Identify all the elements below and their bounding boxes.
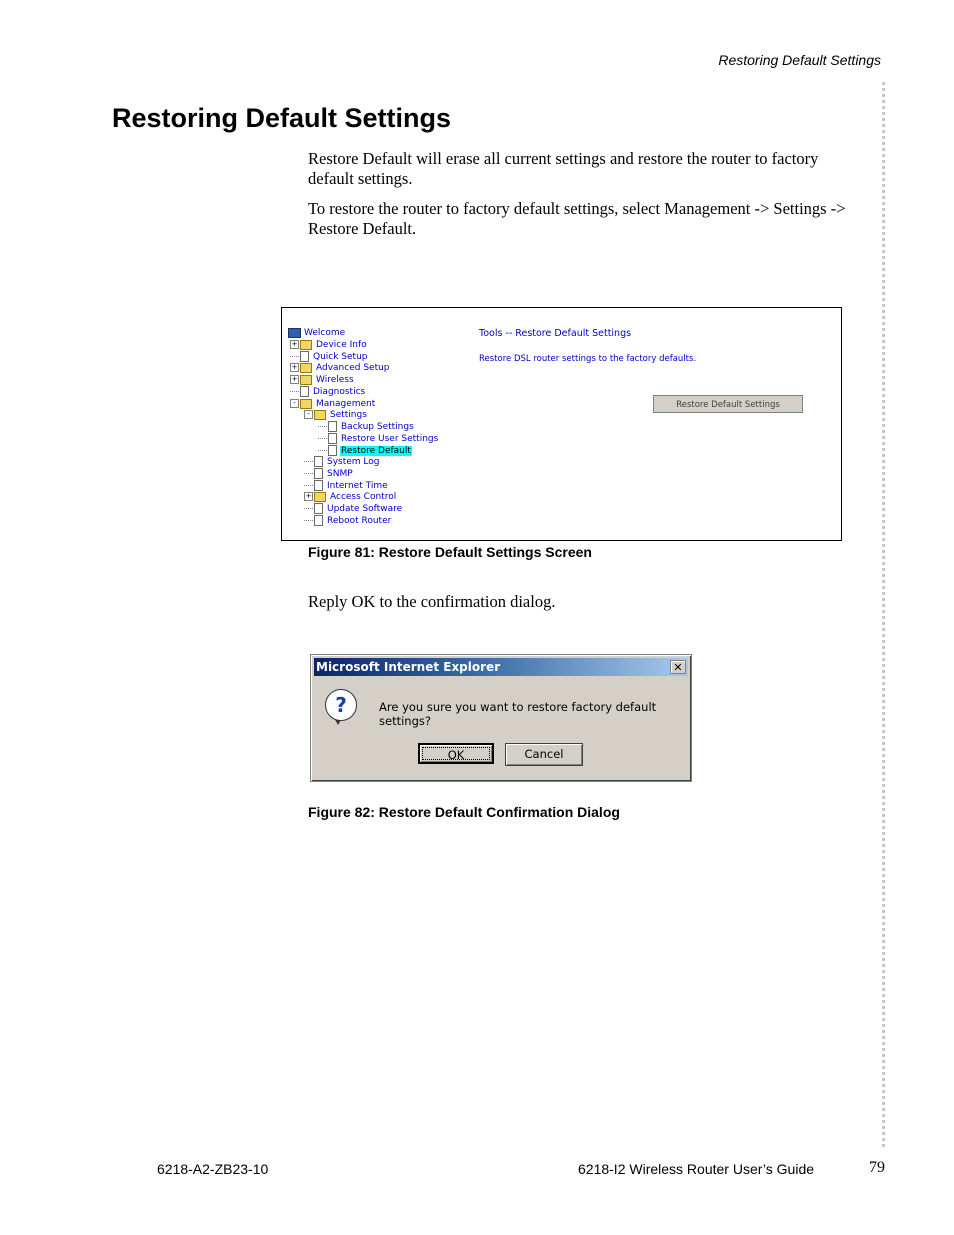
page-icon [314, 468, 323, 479]
tree-item-wireless[interactable]: + Wireless [291, 375, 354, 385]
dialog-titlebar[interactable] [314, 658, 688, 676]
page-icon [328, 421, 337, 432]
tree-item-snmp[interactable]: SNMP [304, 468, 354, 480]
tree-item-update-software[interactable]: Update Software [304, 503, 403, 515]
page-icon [314, 515, 323, 526]
tree-item-settings[interactable]: - Settings [304, 409, 368, 421]
dialog-message: Are you sure you want to restore factory default settings? [379, 700, 657, 728]
folder-icon [300, 363, 312, 373]
folder-icon [314, 492, 326, 502]
tree-item-device-info[interactable]: + Device Info [291, 340, 367, 350]
tree-item-management[interactable]: - Management [290, 398, 376, 410]
cancel-button[interactable]: Cancel [505, 743, 583, 766]
tools-panel-description: Restore DSL router settings to the factory defaults. [479, 354, 697, 364]
collapse-icon[interactable]: - [304, 410, 313, 419]
tree-item-advanced-setup[interactable]: + Advanced Setup [291, 363, 390, 373]
footer-guide-title: 6218-I2 Wireless Router User’s Guide [578, 1161, 815, 1177]
page-icon [328, 433, 337, 444]
margin-dotted-rule [882, 82, 885, 1147]
tree-item-welcome[interactable]: Welcome [288, 327, 346, 339]
tree-item-restore-user-settings[interactable]: Restore User Settings [318, 433, 439, 445]
figure-82-caption: Figure 82: Restore Default Confirmation Dialog [308, 804, 620, 820]
expand-icon[interactable]: + [291, 363, 298, 371]
page-icon [314, 456, 323, 467]
page-icon [300, 351, 309, 362]
expand-icon[interactable]: + [291, 340, 298, 348]
tree-item-quick-setup[interactable]: Quick Setup [290, 351, 369, 363]
paragraph-intro: Restore Default will erase all current settings and restore the router to factory default settings. [308, 149, 819, 188]
expand-icon[interactable]: + [305, 492, 312, 500]
close-icon[interactable]: ✕ [670, 660, 686, 674]
tree-item-system-log[interactable]: System Log [304, 456, 381, 468]
folder-open-icon [300, 399, 312, 409]
tree-item-reboot-router[interactable]: Reboot Router [304, 515, 392, 527]
footer-doc-number: 6218-A2-ZB23-10 [157, 1161, 269, 1177]
tree-item-diagnostics[interactable]: Diagnostics [290, 386, 366, 398]
tools-panel-title: Tools -- Restore Default Settings [479, 328, 632, 339]
paragraph-instructions: To restore the router to factory default settings, select Management -> Settings -> Restore Default. [308, 199, 846, 238]
restore-default-settings-button[interactable]: Restore Default Settings [653, 395, 803, 413]
page-icon [314, 503, 323, 514]
page-icon [314, 480, 323, 491]
ok-button[interactable]: OK [418, 743, 494, 764]
paragraph-confirm: Reply OK to the confirmation dialog. [308, 592, 556, 611]
collapse-icon[interactable]: - [290, 399, 299, 408]
tree-item-backup-settings[interactable]: Backup Settings [318, 421, 415, 433]
expand-icon[interactable]: + [291, 375, 298, 383]
folder-icon [300, 375, 312, 385]
page-title: Restoring Default Settings [112, 103, 452, 133]
page-icon [328, 445, 337, 456]
figure-81-caption: Figure 81: Restore Default Settings Screen [308, 544, 592, 560]
folder-open-icon [314, 410, 326, 420]
restore-default-settings-screen [281, 307, 842, 541]
tree-item-internet-time[interactable]: Internet Time [304, 480, 389, 492]
dialog-title: Microsoft Internet Explorer [316, 660, 501, 674]
monitor-icon [288, 328, 301, 338]
folder-icon [300, 340, 312, 350]
confirmation-dialog [310, 654, 692, 782]
question-icon: ? [325, 689, 357, 721]
page-icon [300, 386, 309, 397]
tree-item-access-control[interactable]: + Access Control [305, 492, 397, 502]
page-number: 79 [869, 1159, 885, 1176]
tree-item-restore-default[interactable]: Restore Default [318, 445, 412, 457]
running-header: Restoring Default Settings [718, 52, 881, 68]
